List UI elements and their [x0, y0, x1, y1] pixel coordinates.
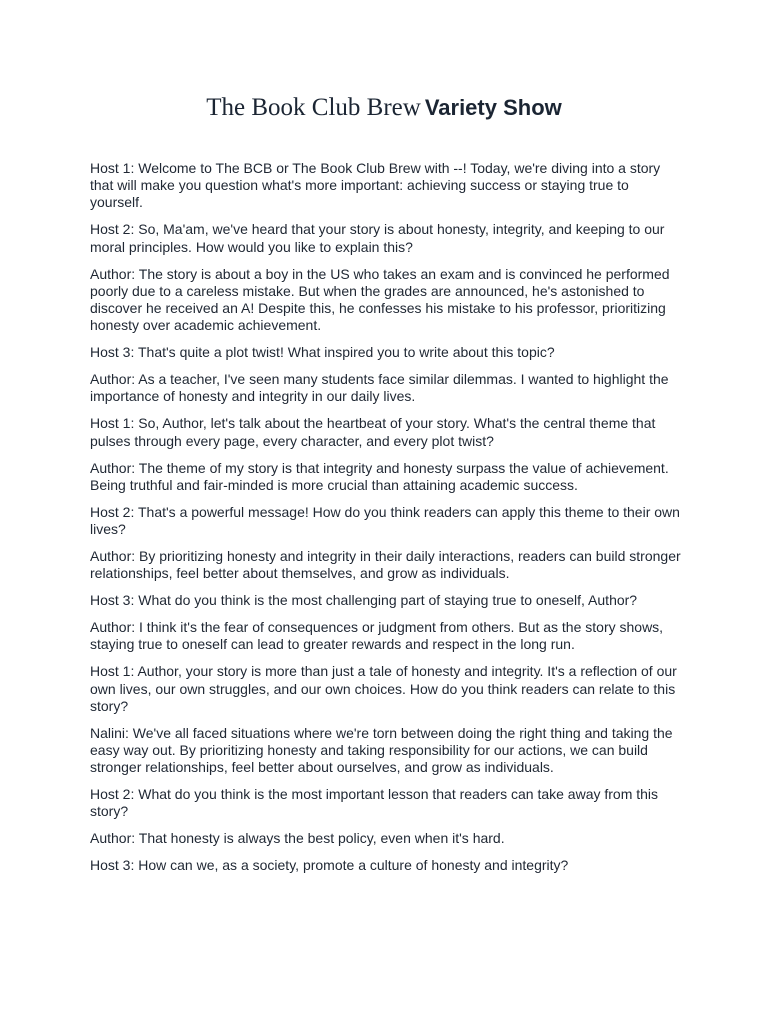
page-title: [0, 94, 768, 122]
paragraph-author-apply: Author: By prioritizing honesty and integrity in their daily interactions, readers can build stronger relationships, feel better about themselves, and grow as individuals.: [90, 548, 681, 582]
paragraph-host1-welcome: Host 1: Welcome to The BCB or The Book Club Brew with --! Today, we're diving into a story that will make you question what's more important: achieving success or staying true to yourself.: [90, 160, 661, 211]
paragraph-author-teacher: Author: As a teacher, I've seen many students face similar dilemmas. I wanted to highlight the importance of honesty and integrity in our daily lives.: [90, 371, 669, 405]
paragraph-host1-relate: Host 1: Author, your story is more than just a tale of honesty and integrity. It's a reflection of our own lives, our own struggles, and our own choices. How do you think readers can relate to this story?: [90, 663, 677, 714]
title-serif-part: The Book Club Brew: [206, 94, 421, 121]
paragraph-author-lesson: Author: That honesty is always the best policy, even when it's hard.: [90, 830, 505, 847]
paragraph-author-story: Author: The story is about a boy in the US who takes an exam and is convinced he performed poorly due to a careless mistake. But when the grades are announced, he's astonished to discover he received an A! Despite this, he confesses his mistake to his professor, prioritizing honesty over academic achievement.: [90, 265, 670, 334]
paragraph-author-theme: Author: The theme of my story is that integrity and honesty surpass the value of achievement. Being truthful and fair-minded is more crucial than attaining academic success.: [90, 459, 669, 493]
paragraph-host3-inspiration: Host 3: That's quite a plot twist! What inspired you to write about this topic?: [90, 344, 555, 361]
paragraph-host2-lesson: Host 2: What do you think is the most important lesson that readers can take away from this story?: [90, 786, 659, 820]
transcript-body: [90, 160, 682, 884]
title-sans-part: Variety Show: [424, 95, 562, 120]
paragraph-host3-challenge: Host 3: What do you think is the most challenging part of staying true to oneself, Author?: [90, 592, 638, 609]
paragraph-host3-society: Host 3: How can we, as a society, promote a culture of honesty and integrity?: [90, 857, 569, 874]
paragraph-host2-question: Host 2: So, Ma'am, we've heard that your story is about honesty, integrity, and keeping to our moral principles. How would you like to explain this?: [90, 221, 665, 255]
paragraph-nalini-relate: Nalini: We've all faced situations where we're torn between doing the right thing and taking the easy way out. By prioritizing honesty and taking responsibility for our actions, we can build stronger relationships, feel better about ourselves, and grow as individuals.: [90, 724, 673, 776]
paragraph-host1-theme: Host 1: So, Author, let's talk about the heartbeat of your story. What's the central theme that pulses through every page, every character, and every plot twist?: [90, 415, 656, 449]
paragraph-author-challenge: Author: I think it's the fear of consequences or judgment from others. But as the story shows, staying true to oneself can lead to greater rewards and respect in the long run.: [90, 619, 664, 653]
paragraph-host2-apply: Host 2: That's a powerful message! How do you think readers can apply this theme to their own lives?: [90, 503, 680, 538]
